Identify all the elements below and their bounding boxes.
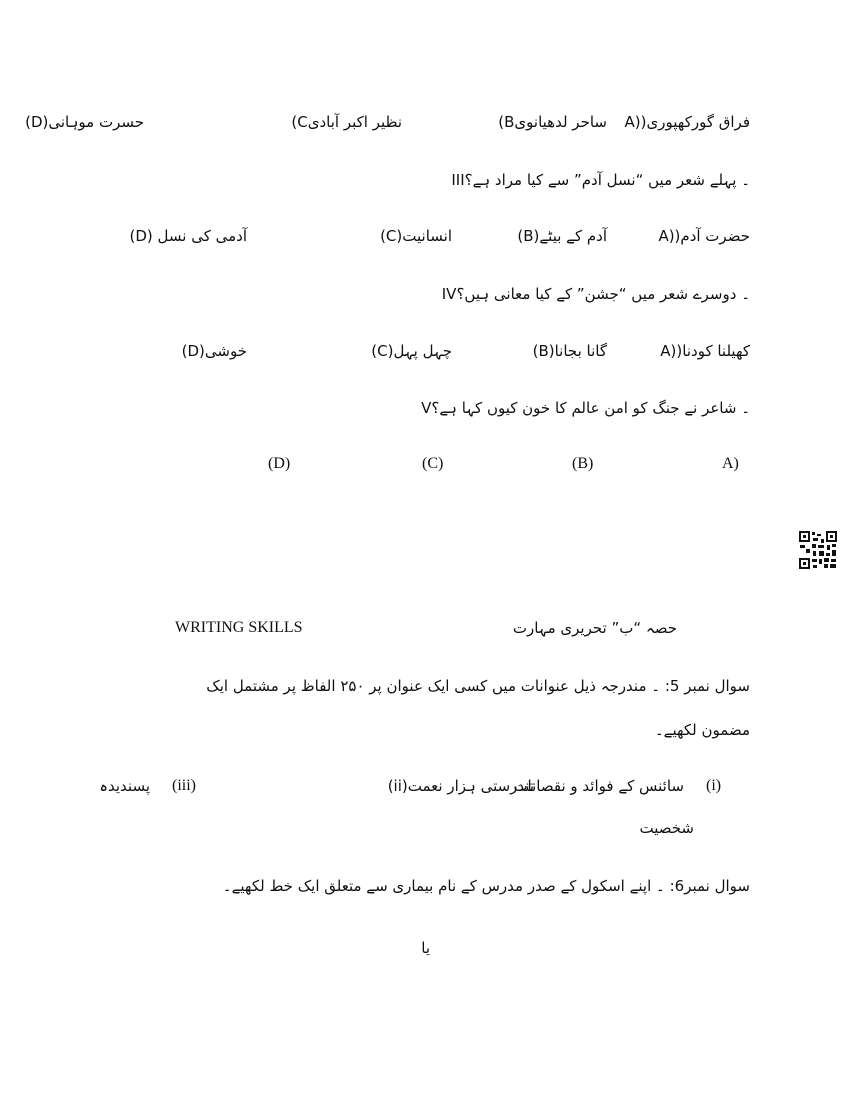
q2-option-d: (D)حسرت موہانی (25, 113, 144, 131)
question5-line1: سوال نمبر 5: ۔ مندرجہ ذیل عنوانات میں کسی ایک عنوان پر ۲۵۰ الفاظ پر مشتمل ایک (206, 677, 750, 695)
question5-topic-iii-part2: شخصیت (639, 819, 694, 837)
question5-topic-i-number: (i) (706, 777, 722, 794)
q5-option-a: A) (722, 455, 739, 472)
q5-option-d: (D) (268, 455, 291, 472)
q5-option-c: (C) (422, 455, 444, 472)
q3-option-b: (B)آدم کے بیٹے (517, 227, 607, 245)
q3-option-a: A))حضرت آدم (658, 227, 750, 245)
section-title-urdu: حصہ “ب” تحریری مہارت (512, 619, 677, 637)
q5-option-b: (B) (572, 455, 594, 472)
question6-text: سوال نمبر6: ۔ اپنے اسکول کے صدر مدرس کے نام بیماری سے متعلق ایک خط لکھیے۔ (222, 877, 750, 895)
q2-option-b: (Bساحر لدھیانوی (498, 113, 607, 131)
qr-code (798, 530, 838, 570)
question5-topic-iii-number: (iii) (172, 777, 196, 794)
or-label: یا (421, 939, 430, 957)
q3-option-c: (C)انسانیت (380, 227, 452, 245)
q3-option-d: (D) آدمی کی نسل (129, 227, 247, 245)
q4-option-c: (C)چہل پہل (371, 342, 452, 360)
q2-option-c: (Cنظیر اکبر آبادی (291, 113, 402, 131)
question5-topic-i: سائنس کے فوائد و نقصانات (513, 777, 684, 795)
q4-option-d: (D)خوشی (181, 342, 247, 360)
question5-topic-ii: (ii)تندرستی ہزار نعمت (387, 777, 534, 795)
question5-topic-iii-part1: پسندیدہ (99, 777, 150, 795)
q4-option-b: (B)گانا بجانا (532, 342, 607, 360)
question5-line2: مضمون لکھیے۔ (654, 721, 750, 739)
q3-question: III۔ پہلے شعر میں “نسل آدم” سے کیا مراد ہے؟ (451, 171, 750, 189)
q5-question: V۔ شاعر نے جنگ کو امن عالم کا خون کیوں کہا ہے؟ (421, 399, 750, 417)
q4-option-a: A))کھیلنا کودنا (660, 342, 750, 360)
q4-question: IV۔ دوسرے شعر میں “جشن” کے کیا معانی ہیں؟ (441, 285, 750, 303)
section-title-english: WRITING SKILLS (175, 619, 303, 636)
q2-option-a: A))فراق گورکھپوری (624, 113, 750, 131)
